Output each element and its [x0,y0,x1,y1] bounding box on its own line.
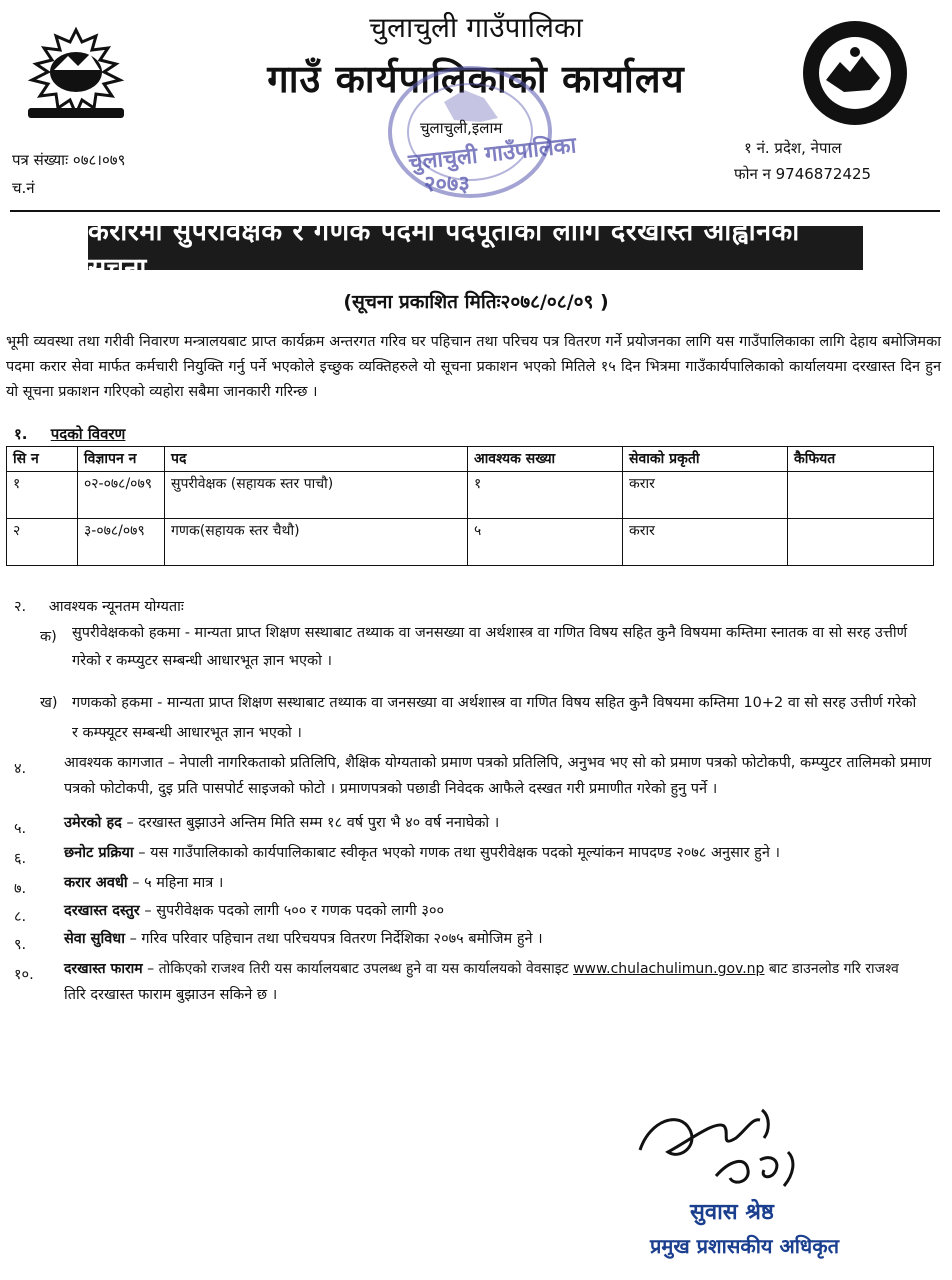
item-5 [64,810,499,836]
reference-number-label: च.नं [12,179,35,197]
item-9-label: सेवा सुविधा [64,931,125,947]
item-7-label: करार अवधी [64,875,128,891]
item-10-line-2: तिरि दरखास्त फाराम बुझाउन सकिने छ । [64,987,278,1003]
item-6-label: छनोट प्रक्रिया [64,845,134,861]
col-count: आवश्यक सख्या [468,447,623,472]
cell-sn: १ [7,472,78,519]
item-8-label: दरखास्त दस्तुर [64,903,140,919]
signatory-title: प्रमुख प्रशासकीय अधिकृत [650,1234,839,1258]
cell-ad-no: ०२-०७८/०७९ [78,472,165,519]
qual-a-label: क) [40,629,57,645]
col-nature: सेवाको प्रकृती [623,447,788,472]
item-5-label: उमेरको हद [64,815,122,831]
cell-post: गणक(सहायक स्तर चैथौ) [165,519,468,566]
cell-nature: करार [623,519,788,566]
item-5-number: ५. [14,821,27,837]
item-4-line-1: आवश्यक कागजात – नेपाली नागरिकताको प्रतिलिपि, शैक्षिक योग्यताको प्रमाण पत्रको प्रतिलिपि, अनुभव भए सो को प्रमाण पत्रको फोटोकपी, कम्प्युटर तालिमको प्रमाण [64,755,932,771]
col-post: पद [165,447,468,472]
cell-ad-no: ३-०७८/०७९ [78,519,165,566]
item-10-number: १०. [14,967,34,983]
cell-count: ५ [468,519,623,566]
table-row [7,519,934,566]
item-8 [64,898,444,924]
cell-sn: २ [7,519,78,566]
section-2-heading [14,594,184,620]
qual-a-line-1: सुपरीवेक्षकको हकमा - मान्यता प्राप्त शिक्षण सस्थाबाट तथ्याक वा जनसख्या वा अर्थशास्त्र वा गणित विषय सहित कुनै विषयमा कम्तिमा स्नातक वा सो सरह उत्तीर्ण [72,625,908,641]
item-8-text: – सुपरीवेक्षक पदको लागी ५०० र गणक पदको लागी ३०० [139,903,445,919]
cell-remarks [788,519,934,566]
section-1-heading [14,424,125,444]
qual-b-line-2: र कम्फ्यूटर सम्बन्धी आधारभूत ज्ञान भएको । [72,725,302,741]
item-6-number: ६. [14,851,27,867]
section-2-number: २. [14,599,27,615]
item-4-number: ४. [14,761,27,777]
item-8-number: ८. [14,909,27,925]
item-9-text: – गरिव परिवार पहिचान तथा परिचयपत्र वितरण निर्देशिका २०७५ बमोजिम हुने । [124,931,543,947]
letter-number [12,150,125,170]
website-link[interactable]: www.chulachulimun.gov.np [573,961,765,977]
item-9-number: ९. [14,937,27,953]
cell-post: सुपरीवेक्षक (सहायक स्तर पाचौ) [165,472,468,519]
section-2-title: आवश्यक न्यूनतम योग्यताः [48,599,184,615]
municipality-name: चुलाचुली गाउँपालिका [369,11,583,44]
item-10-text-b: बाट डाउनलोड गरि राजश्व [764,961,899,977]
table-header-row [7,447,934,472]
letter-number-value: ०७८।०७९ [72,151,126,169]
office-location: चुलाचुली,इलाम [420,119,503,137]
item-7 [64,870,223,896]
item-6 [64,840,780,866]
qual-b-line-1: गणकको हकमा - मान्यता प्राप्त शिक्षण सस्थाबाट तथ्याक वा जनसख्या वा अर्थशास्त्र वा गणित विषय सहित कुनै विषयमा कम्तिमा 10+2 वा सो सरह उत्तीर्ण गरेको [72,695,917,711]
stamp-text: चुलाचुली गाउँपालिका [407,133,578,176]
item-10-line-1 [64,956,944,982]
item-10-text-a: – तोकिएको राजश्व तिरी यस कार्यालयबाट उपलब्ध हुने वा यस कार्यालयको वेवसाइट [142,961,574,977]
cell-count: १ [468,472,623,519]
table-row [7,472,934,519]
phone-number: फोन न 9746872425 [734,165,872,183]
item-10-label: दरखास्त फाराम [64,961,143,977]
stamp-year: २०७३ [424,172,470,197]
province: १ नं. प्रदेश, नेपाल [744,139,842,157]
col-ad-no: विज्ञापन न [78,447,165,472]
office-name: गाउँ कार्यपालिकाको कार्यालय [267,57,685,101]
cell-remarks [788,472,934,519]
section-1-number: १. [14,425,28,443]
notice-title: करारमा सुपरीवेक्षक र गणक पदमा पदपूर्तीका लागि दरखास्त आह्वानको सूचना [88,226,863,270]
item-7-text: – ५ महिना मात्र । [127,875,224,891]
item-7-number: ७. [14,881,27,897]
letter-number-label: पत्र संख्याः [12,151,69,169]
item-6-text: – यस गाउँपालिकाको कार्यपालिकाबाट स्वीकृत भएको गणक तथा सुपरीवेक्षक पदको मूल्यांकन मापदण्ड २०७८ अनुसार हुने । [133,845,781,861]
posts-table [6,446,934,566]
col-remarks: कैफियत [788,447,934,472]
col-sn: सि न [7,447,78,472]
item-9 [64,926,543,952]
item-4-line-2: पत्रको फोटोकपी, दुइ प्रति पासपोर्ट साइजको फोटो । प्रमाणपत्रको पछाडी निवेदक आफैले दस्खत गरी प्रमाणीत गरेको हुनु पर्ने । [64,781,718,797]
section-1-title: पदको विवरण [50,425,126,443]
qual-b-label: ख) [40,695,58,711]
cell-nature: करार [623,472,788,519]
qual-a-line-2: गरेको र कम्प्युटर सम्बन्धी आधारभूत ज्ञान भएको । [72,653,333,669]
signatory-name: सुवास श्रेष्ठ [690,1200,774,1225]
handwritten-signature [620,1090,820,1200]
intro-paragraph: भूमी व्यवस्था तथा गरीवी निवारण मन्त्रालयबाट प्राप्त कार्यक्रम अन्तरगत गरिव घर पहिचान तथा परिचय पत्र वितरण गर्ने प्रयोजनका लागि यस गाउँपालिकाका लागि देहाय बमोजिमका पदमा करार सेवा मार्फत कर्मचारी नियुक्ति गर्नु पर्ने भएकोले इच्छुक व्यक्तिहरुले यो सूचना प्रकाशन भएको मितिले १५ दिन भित्रमा गाउँकार्यपालिकाको कार्यालयमा दरखास्त दिन हुन यो सूचना प्रकाशन गरिएको व्यहोरा सबैमा जानकारी गरिन्छ । [6,334,941,400]
publish-date: (सूचना प्रकाशित मितिः२०७८/०८/०९ ) [343,291,609,313]
item-5-text: – दरखास्त बुझाउने अन्तिम मिति सम्म १८ वर्ष पुरा भै ४० वर्ष ननाघेको । [121,815,500,831]
